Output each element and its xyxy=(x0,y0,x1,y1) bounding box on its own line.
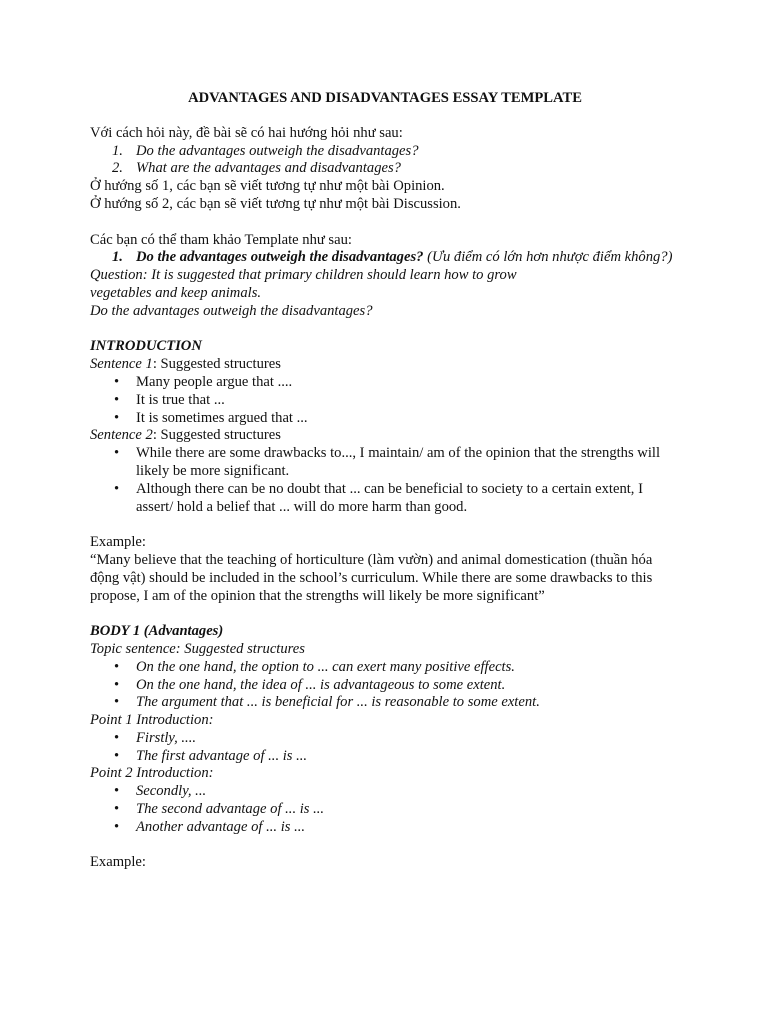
question-line: vegetables and keep animals. xyxy=(90,284,262,301)
bullet-icon: • xyxy=(114,391,120,408)
intro-lead: Với cách hỏi này, đề bài sẽ có hai hướng hỏi như sau: xyxy=(90,124,403,141)
point-1-intro: Point 1 Introduction: xyxy=(90,712,214,729)
list-item: • On the one hand, the idea of ... is advantageous to some extent. xyxy=(114,676,506,693)
sentence-1-label: Sentence 1 xyxy=(90,356,153,373)
item-number: 1. xyxy=(112,142,123,159)
bullet-icon: • xyxy=(114,801,120,818)
point-2-intro: Point 2 Introduction: xyxy=(90,765,214,782)
item-question: Do the advantages outweigh the disadvantages? xyxy=(136,249,424,266)
list-item xyxy=(90,160,680,178)
bullet-icon: • xyxy=(114,409,120,426)
template-list xyxy=(90,249,680,267)
bullet-icon: • xyxy=(114,676,120,693)
sentence-2-label: Sentence 2 xyxy=(90,427,153,444)
sentence-2-list xyxy=(90,445,680,516)
example-label-2: Example: xyxy=(90,854,146,871)
sentence-2-line xyxy=(90,427,680,445)
item-gloss: (Ưu điểm có lớn hơn nhược điểm không?) xyxy=(423,249,673,266)
point-1-list xyxy=(90,730,680,766)
bullet-icon: • xyxy=(114,658,120,675)
bullet-icon: • xyxy=(114,694,120,711)
example-label: Example: xyxy=(90,534,146,551)
bullet-icon: • xyxy=(114,729,120,746)
list-item: • It is true that ... xyxy=(114,391,225,408)
sentence-1-list xyxy=(90,374,680,427)
bullet-icon: • xyxy=(114,747,120,764)
list-item xyxy=(90,143,680,161)
list-item: • Many people argue that .... xyxy=(114,373,293,390)
point-2-list xyxy=(90,783,680,836)
list-item: • While there are some drawbacks to..., I maintain/ am of the opinion that the strengths will likely be more significant. xyxy=(114,445,661,479)
note-discussion: Ở hướng số 2, các bạn sẽ viết tương tự như một bài Discussion. xyxy=(90,195,461,212)
question-line: Do the advantages outweigh the disadvantages? xyxy=(90,302,373,319)
list-item: • Secondly, ... xyxy=(114,783,207,800)
question-line: Question: It is suggested that primary children should learn how to grow xyxy=(90,267,517,284)
topic-sentence-line: Topic sentence: Suggested structures xyxy=(90,640,305,657)
page-title: ADVANTAGES AND DISADVANTAGES ESSAY TEMPLATE xyxy=(188,90,582,106)
list-item: • The second advantage of ... is ... xyxy=(114,801,325,818)
question-types-list xyxy=(90,143,680,179)
bullet-icon: • xyxy=(114,783,120,800)
item-number: 1. xyxy=(112,249,123,266)
list-item xyxy=(90,249,680,267)
list-item: • Although there can be no doubt that ... can be beneficial to society to a certain extent, I assert/ hold a belief that ... will do more harm than good. xyxy=(114,480,643,515)
bullet-icon: • xyxy=(114,373,120,390)
note-opinion: Ở hướng số 1, các bạn sẽ viết tương tự như một bài Opinion. xyxy=(90,178,445,195)
list-item: • The argument that ... is beneficial for ... is reasonable to some extent. xyxy=(114,694,540,711)
example-paragraph: “Many believe that the teaching of horticulture (làm vườn) and animal domestication (thuần hóa động vật) should be included in the school’s curriculum. While there are some drawbacks to this propose, I am of the opinion that the strengths will likely be more significant” xyxy=(90,551,653,604)
item-text: Do the advantages outweigh the disadvantages? xyxy=(136,142,419,159)
sentence-1-line xyxy=(90,356,680,374)
item-text: What are the advantages and disadvantages? xyxy=(136,160,401,177)
list-item: • Another advantage of ... is ... xyxy=(114,818,306,835)
item-number: 2. xyxy=(112,160,123,177)
bullet-icon: • xyxy=(114,480,120,497)
list-item: • The first advantage of ... is ... xyxy=(114,747,308,764)
text-column xyxy=(90,90,680,872)
bullet-icon: • xyxy=(114,445,120,462)
introduction-heading: INTRODUCTION xyxy=(90,338,202,355)
body-1-heading: BODY 1 (Advantages) xyxy=(90,623,224,640)
bullet-icon: • xyxy=(114,818,120,835)
topic-sentence-list xyxy=(90,659,680,712)
list-item: • On the one hand, the option to ... can exert many positive effects. xyxy=(114,658,515,675)
sentence-2-rest: : Suggested structures xyxy=(152,427,281,444)
sentence-1-rest: : Suggested structures xyxy=(152,356,281,373)
template-lead: Các bạn có thể tham khảo Template như sau: xyxy=(90,231,352,248)
list-item: • It is sometimes argued that ... xyxy=(114,409,308,426)
list-item: • Firstly, .... xyxy=(114,729,196,746)
